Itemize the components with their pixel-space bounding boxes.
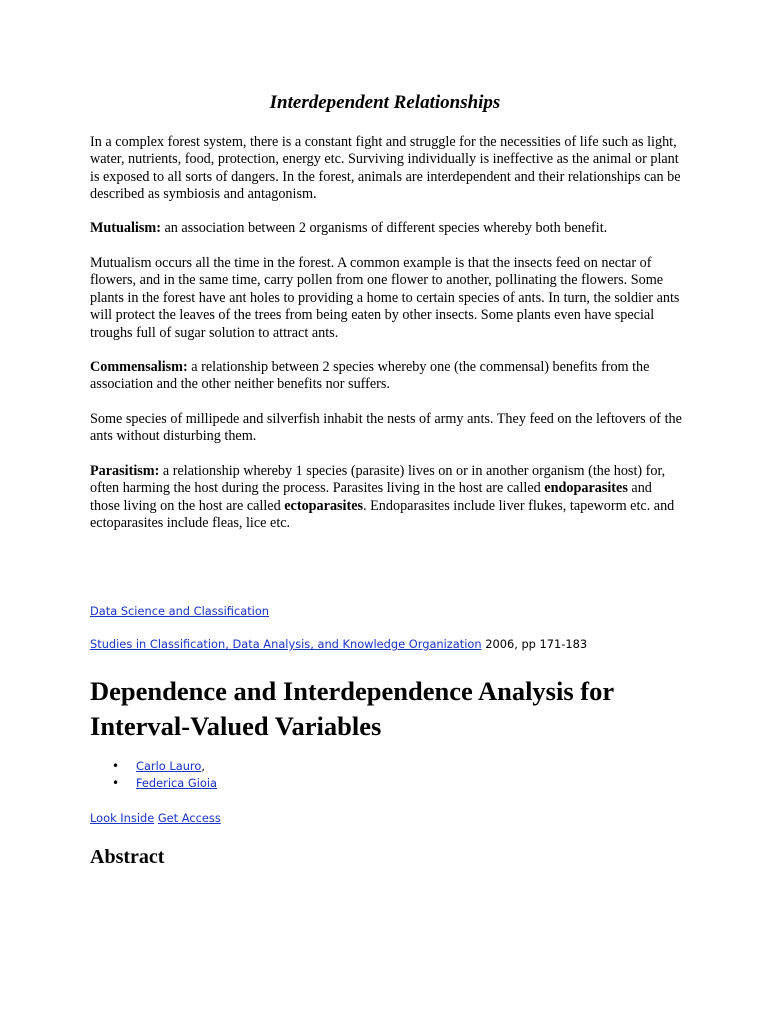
- author-item: [90, 758, 217, 775]
- author-list: [90, 758, 217, 792]
- commensalism-definition: [90, 359, 685, 394]
- bullet-icon: •: [112, 759, 120, 773]
- bullet-icon: •: [112, 776, 120, 790]
- series-line: [90, 637, 587, 651]
- parasitism-definition-text-3: . Endoparasites include liver flukes, tapeworm etc. and ectoparasites include fleas, lice etc.: [90, 497, 675, 532]
- commensalism-term: Commensalism:: [90, 359, 188, 375]
- series-info: 2006, pp 171-183: [481, 637, 588, 651]
- parasitism-definition-text-2: and those living on the host are called: [90, 480, 652, 514]
- commensalism-paragraph: Some species of millipede and silverfish inhabit the nests of army ants. They feed on the leftovers of the ants without disturbing them.: [90, 411, 682, 445]
- parasitism-definition-text-1: a relationship whereby 1 species (parasite) lives on or in another organism (the host) for, often harming the host during the process. Parasites living in the host are called: [90, 463, 666, 497]
- mutualism-definition-text: an association between 2 organisms of different species whereby both benefit.: [160, 220, 608, 236]
- parasitism-definition: [90, 463, 685, 533]
- mutualism-paragraph: Mutualism occurs all the time in the forest. A common example is that the insects feed on nectar of flowers, and in the same time, carry pollen from one flower to another, pollinating the flowers. Some plants in the forest have ant holes to providing a home to certain species of ants. In turn, the soldier ants will protect the leaves of the trees from being eaten by other insects. Some plants even have special troughs full of sugar solution to attract ants.: [90, 255, 680, 341]
- mutualism-definition: [90, 220, 685, 237]
- ectoparasites-term: ectoparasites: [284, 497, 364, 514]
- intro-paragraph: In a complex forest system, there is a constant fight and struggle for the necessities of life such as light, water, nutrients, food, protection, energy etc. Surviving individually is ineffective as the animal or plant is exposed to all sorts of dangers. In the forest, animals are interdependent and their relationships can be described as symbiosis and antagonism.: [90, 134, 681, 203]
- article-title: Interdependent Relationships: [269, 92, 501, 113]
- look-inside-link[interactable]: Look Inside: [90, 811, 155, 825]
- abstract-heading: Abstract: [90, 846, 165, 868]
- endoparasites-term: endoparasites: [544, 480, 628, 497]
- parasitism-term: Parasitism:: [90, 463, 160, 479]
- author-link-federica-gioia[interactable]: Federica Gioia: [136, 776, 217, 790]
- author-item: [90, 775, 217, 792]
- series-link[interactable]: Studies in Classification, Data Analysis, and Knowledge Organization: [90, 637, 482, 651]
- access-links: [90, 811, 221, 825]
- author-link-carlo-lauro[interactable]: Carlo Lauro: [136, 759, 202, 773]
- book-link[interactable]: Data Science and Classification: [90, 604, 270, 618]
- get-access-link[interactable]: Get Access: [157, 811, 221, 825]
- book-link-line: [90, 604, 269, 618]
- paper-title: Dependence and Interdependence Analysis for Interval-Valued Variables: [90, 676, 614, 741]
- commensalism-definition-text: a relationship between 2 species whereby one (the commensal) benefits from the association and the other neither benefits nor suffers.: [90, 359, 650, 393]
- mutualism-term: Mutualism:: [90, 220, 161, 236]
- author-separator: ,: [201, 759, 205, 773]
